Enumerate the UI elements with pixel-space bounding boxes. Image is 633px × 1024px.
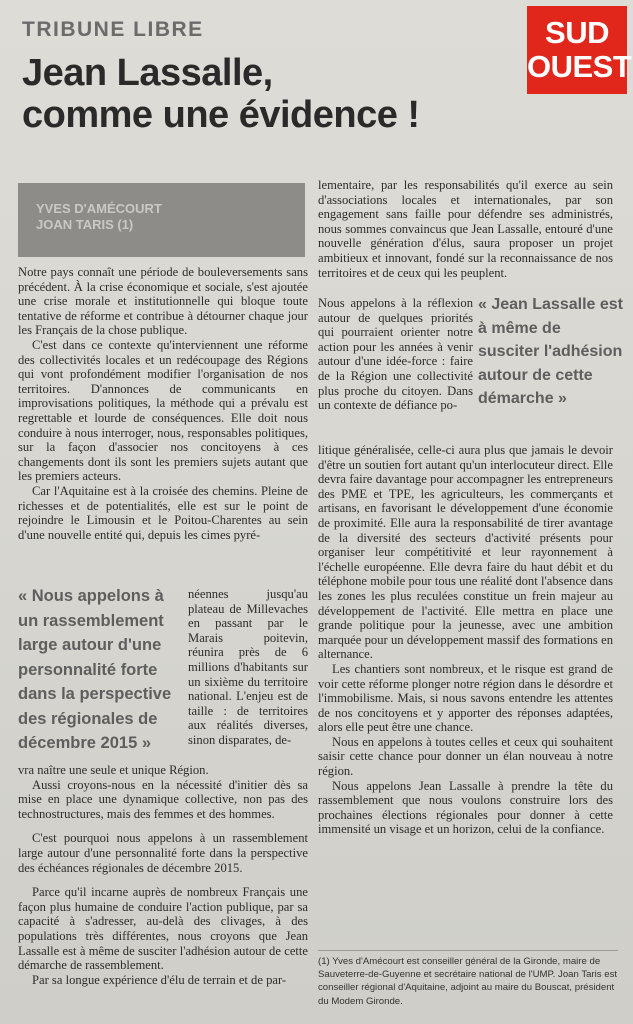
footnote: (1) Yves d'Amécourt est conseiller général de la Gironde, maire de Sauveterre-de-Guyenne et secrétaire national de l'UMP. Joan Taris est conseiller régional d'Aquitaine, adjoint au maire du Bouscat, président du Modem Gironde. (318, 950, 618, 1008)
paragraph: Par sa longue expérience d'élu de terrain et de par- (32, 972, 287, 987)
column-1-narrow: néennes jusqu'au plateau de Millevaches en passant par le Marais poitevin, réunira près de 6 millions d'habitants sur un sixième du territoire national. L'enjeu est de taille : de territoires aux réalités diverses, sinon disparates, de- (188, 587, 308, 747)
headline (22, 52, 522, 136)
paragraph: Nous en appelons à toutes celles et ceux qui souhaitent saisir cette chance pour donner un élan nouveau à notre région. (318, 734, 613, 779)
pull-quote-1: « Nous appelons à un rassemblement large autour d'une personnalité forte dans la perspective des régionales de décembre 2015 » (18, 587, 172, 752)
paragraph: lementaire, par les responsabilités qu'il exerce au sein d'associations locales et internationales, par son engagement sans faille pour défendre ses administrés, nous sommes convaincus que Jean Lassalle, entouré d'une nouvelle génération d'élus, saura proposer un projet ambitieux et innovant, fondé sur la reconnaissance de nos territoires et de ceux qui les peuplent. (318, 178, 613, 280)
column-2-top (318, 178, 613, 280)
paragraph: Car l'Aquitaine est à la croisée des chemins. Pleine de richesses et de potentialités, elle est sur le point de rejoindre le Limousin et le Poitou-Charentes au sein d'une nouvelle entité qui, depuis les cimes pyré- (18, 483, 308, 542)
author-1: YVES D'AMÉCOURT (36, 201, 162, 216)
paragraph: Parce qu'il incarne auprès de nombreux Français une façon plus humaine de conduire l'action publique, par sa capacité à s'adresser, au-delà des clivages, à des populations très différentes, nous croyons que Jean Lassalle est à même de susciter l'adhésion autour de cette démarche de rassemblement. (18, 885, 308, 973)
logo-line-2: OUEST (527, 49, 632, 84)
headline-line-1: Jean Lassalle, (22, 52, 273, 94)
column-1-bottom (18, 763, 308, 987)
paragraph: C'est dans ce contexte qu'interviennent une réforme des collectivités locales et un redécoupage des Régions qui vont profondément modifier l'organisation de nos territoires. D'annonces de communicants en improvisations politiques, la méthode qui a prévalu est regrettable et lourde de conséquences. Elle doit nous conduire à nous interroger, nous, responsables politiques, sur la façon d'associer nos concitoyens à ces changements dont ils sont les premiers sujets autant que les premiers acteurs. (18, 337, 308, 484)
paragraph: vra naître une seule et unique Région. (18, 763, 209, 777)
byline-box (18, 183, 305, 257)
sud-ouest-logo (527, 6, 632, 94)
column-2-bottom (318, 443, 613, 837)
headline-line-2: comme une évidence ! (22, 94, 420, 136)
paragraph: Aussi croyons-nous en la nécessité d'initier dès sa mise en place une dynamique collective, non pas des technostructures, mais des femmes et des hommes. (18, 777, 308, 821)
paragraph: C'est pourquoi nous appelons à un rassemblement large autour d'une personnalité forte dans la perspective des échéances régionales de décembre 2015. (18, 831, 308, 875)
paragraph: litique généralisée, celle-ci aura plus que jamais le devoir d'être un soutien fort autant qu'un interlocuteur direct. Elle devra faire davantage pour accompagner les entrepreneurs des PME et TPE, les agriculteurs, les commerçants et artisans, en favorisant le développement d'une économie de proximité. Elle aura la responsabilité de tirer avantage de la diversité des secteurs d'activité présents pour organiser leur compétitivité et leur rayonnement à l'échelle européenne. Elle devra faire du haut débit et du téléphone mobile pour tous une réalité dont l'absence dans les zones les plus reculées constitue un frein majeur au développement de l'activité. Elle mettra en place une grande politique pour la jeunesse, avec une ambition marquée pour un développement massif des formations en alternance. (318, 443, 613, 662)
author-2: JOAN TARIS (1) (36, 217, 134, 232)
paragraph: Les chantiers sont nombreux, et le risque est grand de voir cette réforme plonger notre région dans le désordre et l'immobilisme. Mais, si nous savons entendre les attentes de nos concitoyens et y apporter des réponses adaptées, alors elle peut être une chance. (318, 661, 613, 735)
column-1-top (18, 265, 308, 542)
column-2-narrow: Nous appelons à la réflexion autour de quelques priorités qui pourraient orienter notre action pour les années à venir autour d'une idée-force : faire de la Région une collectivité plus proche du citoyen. Dans un contexte de défiance po- (318, 296, 473, 413)
paragraph: Nous appelons Jean Lassalle à prendre la tête du rassemblement que nous voulons construire lors des prochaines élections régionales pour donner à cette immensité un visage et un horizon, celui de la confiance. (318, 778, 613, 837)
section-kicker: TRIBUNE LIBRE (22, 18, 204, 41)
byline (36, 201, 162, 233)
paragraph: Notre pays connaît une période de bouleversements sans précédent. À la crise économique et sociale, s'est ajoutée une crise morale et institutionnelle qui bloque toute tentative de réforme et contribue à détourner chaque jour les Français de la chose publique. (18, 265, 308, 338)
logo-line-1: SUD (545, 15, 609, 50)
pull-quote-2: « Jean Lassalle est à même de susciter l'adhésion autour de cette démarche » (478, 296, 623, 407)
